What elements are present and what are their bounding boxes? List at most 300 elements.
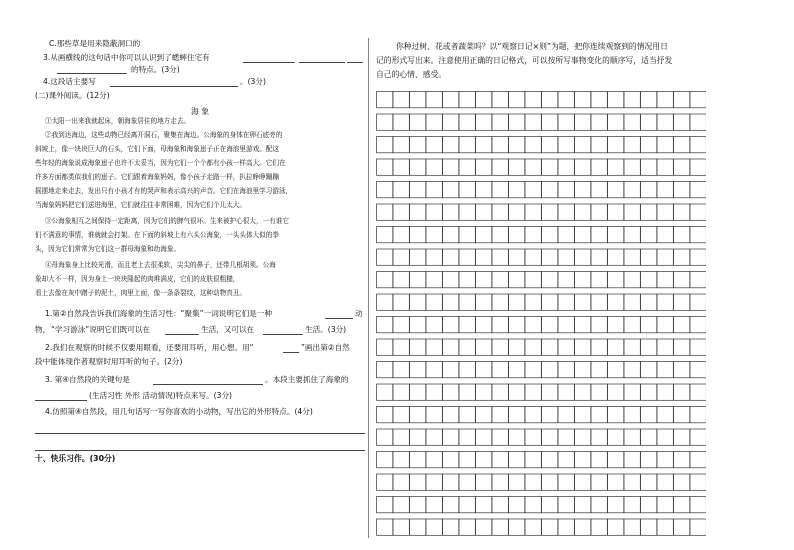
grid-cell[interactable] [492,407,508,423]
grid-cell[interactable] [641,474,657,490]
grid-cell[interactable] [426,429,442,445]
grid-cell[interactable] [525,114,541,130]
grid-cell[interactable] [641,519,657,535]
grid-cell[interactable] [608,452,624,468]
grid-cell[interactable] [492,114,508,130]
grid-cell[interactable] [608,362,624,378]
grid-cell[interactable] [657,429,673,445]
grid-cell[interactable] [476,339,492,355]
grid-cell[interactable] [476,182,492,198]
grid-cell[interactable] [657,317,673,333]
grid-cell[interactable] [476,249,492,265]
grid-cell[interactable] [591,407,607,423]
grid-cell[interactable] [509,227,525,243]
grid-cell[interactable] [492,272,508,288]
grid-cell[interactable] [377,272,393,288]
grid-cell[interactable] [624,384,640,400]
grid-cell[interactable] [377,182,393,198]
grid-cell[interactable] [657,204,673,220]
grid-cell[interactable] [641,362,657,378]
grid-cell[interactable] [657,519,673,535]
grid-cell[interactable] [377,204,393,220]
grid-cell[interactable] [690,407,706,423]
grid-cell[interactable] [393,339,409,355]
grid-cell[interactable] [459,362,475,378]
grid-cell[interactable] [674,92,690,108]
grid-cell[interactable] [410,204,426,220]
grid-cell[interactable] [525,137,541,153]
grid-cell[interactable] [492,362,508,378]
grid-cell[interactable] [657,159,673,175]
grid-cell[interactable] [657,182,673,198]
grid-cell[interactable] [492,317,508,333]
grid-cell[interactable] [674,182,690,198]
grid-cell[interactable] [608,317,624,333]
grid-cell[interactable] [509,474,525,490]
answer-blank[interactable] [347,62,363,63]
grid-cell[interactable] [591,294,607,310]
grid-cell[interactable] [624,474,640,490]
grid-cell[interactable] [426,249,442,265]
grid-cell[interactable] [426,317,442,333]
grid-cell[interactable] [410,362,426,378]
grid-cell[interactable] [624,317,640,333]
grid-cell[interactable] [377,339,393,355]
grid-cell[interactable] [624,204,640,220]
grid-cell[interactable] [624,294,640,310]
grid-cell[interactable] [443,114,459,130]
grid-cell[interactable] [575,474,591,490]
grid-cell[interactable] [393,407,409,423]
grid-cell[interactable] [690,474,706,490]
grid-cell[interactable] [657,452,673,468]
grid-cell[interactable] [459,519,475,535]
grid-cell[interactable] [377,137,393,153]
grid-cell[interactable] [443,294,459,310]
grid-cell[interactable] [542,474,558,490]
grid-cell[interactable] [542,249,558,265]
grid-cell[interactable] [426,294,442,310]
grid-cell[interactable] [558,114,574,130]
grid-cell[interactable] [476,429,492,445]
grid-cell[interactable] [558,137,574,153]
grid-cell[interactable] [393,429,409,445]
grid-cell[interactable] [690,497,706,513]
answer-line[interactable] [35,450,365,451]
grid-cell[interactable] [674,272,690,288]
grid-cell[interactable] [443,227,459,243]
grid-cell[interactable] [558,249,574,265]
grid-cell[interactable] [558,272,574,288]
grid-cell[interactable] [624,429,640,445]
grid-cell[interactable] [426,227,442,243]
grid-cell[interactable] [443,362,459,378]
grid-cell[interactable] [674,249,690,265]
grid-cell[interactable] [377,294,393,310]
grid-cell[interactable] [410,474,426,490]
grid-cell[interactable] [459,474,475,490]
grid-cell[interactable] [608,204,624,220]
grid-cell[interactable] [624,137,640,153]
grid-cell[interactable] [443,452,459,468]
grid-cell[interactable] [377,452,393,468]
grid-cell[interactable] [525,92,541,108]
grid-cell[interactable] [509,497,525,513]
grid-cell[interactable] [591,339,607,355]
grid-cell[interactable] [410,384,426,400]
grid-cell[interactable] [690,294,706,310]
grid-cell[interactable] [624,272,640,288]
grid-cell[interactable] [492,294,508,310]
grid-cell[interactable] [410,497,426,513]
grid-cell[interactable] [624,407,640,423]
answer-blank[interactable] [283,352,299,353]
grid-cell[interactable] [657,339,673,355]
grid-cell[interactable] [575,92,591,108]
grid-cell[interactable] [641,407,657,423]
grid-cell[interactable] [674,159,690,175]
grid-cell[interactable] [591,429,607,445]
answer-blank[interactable] [165,334,199,335]
grid-cell[interactable] [575,317,591,333]
grid-cell[interactable] [641,429,657,445]
answer-blank[interactable] [325,318,353,319]
grid-cell[interactable] [509,407,525,423]
grid-cell[interactable] [492,497,508,513]
grid-cell[interactable] [393,227,409,243]
grid-cell[interactable] [476,497,492,513]
grid-cell[interactable] [426,204,442,220]
grid-cell[interactable] [575,182,591,198]
grid-cell[interactable] [542,204,558,220]
grid-cell[interactable] [459,317,475,333]
grid-cell[interactable] [575,137,591,153]
grid-cell[interactable] [591,137,607,153]
grid-cell[interactable] [377,92,393,108]
grid-cell[interactable] [459,227,475,243]
grid-cell[interactable] [377,519,393,535]
grid-cell[interactable] [624,159,640,175]
grid-cell[interactable] [674,294,690,310]
grid-cell[interactable] [476,474,492,490]
grid-cell[interactable] [608,272,624,288]
grid-cell[interactable] [492,474,508,490]
grid-cell[interactable] [674,384,690,400]
grid-cell[interactable] [525,429,541,445]
grid-cell[interactable] [426,272,442,288]
grid-cell[interactable] [608,227,624,243]
grid-cell[interactable] [459,92,475,108]
grid-cell[interactable] [690,249,706,265]
grid-cell[interactable] [426,182,442,198]
grid-cell[interactable] [575,384,591,400]
grid-cell[interactable] [575,227,591,243]
grid-cell[interactable] [641,294,657,310]
grid-cell[interactable] [558,362,574,378]
grid-cell[interactable] [575,362,591,378]
grid-cell[interactable] [476,362,492,378]
grid-cell[interactable] [393,204,409,220]
grid-cell[interactable] [509,182,525,198]
grid-cell[interactable] [443,519,459,535]
grid-cell[interactable] [624,114,640,130]
grid-cell[interactable] [624,497,640,513]
grid-cell[interactable] [393,182,409,198]
grid-cell[interactable] [690,452,706,468]
grid-cell[interactable] [410,114,426,130]
grid-cell[interactable] [377,317,393,333]
grid-cell[interactable] [591,114,607,130]
grid-cell[interactable] [443,474,459,490]
grid-cell[interactable] [525,317,541,333]
answer-line[interactable] [35,433,365,434]
grid-cell[interactable] [426,362,442,378]
grid-cell[interactable] [443,384,459,400]
grid-cell[interactable] [393,294,409,310]
grid-cell[interactable] [393,497,409,513]
grid-cell[interactable] [509,519,525,535]
grid-cell[interactable] [459,339,475,355]
grid-cell[interactable] [575,452,591,468]
grid-cell[interactable] [575,114,591,130]
grid-cell[interactable] [492,137,508,153]
grid-cell[interactable] [608,474,624,490]
grid-cell[interactable] [591,519,607,535]
grid-cell[interactable] [525,159,541,175]
grid-cell[interactable] [443,249,459,265]
grid-cell[interactable] [410,429,426,445]
grid-cell[interactable] [476,384,492,400]
grid-cell[interactable] [608,92,624,108]
grid-cell[interactable] [443,204,459,220]
grid-cell[interactable] [377,474,393,490]
grid-cell[interactable] [426,497,442,513]
grid-cell[interactable] [459,137,475,153]
grid-cell[interactable] [509,204,525,220]
grid-cell[interactable] [509,92,525,108]
grid-cell[interactable] [459,407,475,423]
grid-cell[interactable] [608,137,624,153]
grid-cell[interactable] [393,92,409,108]
grid-cell[interactable] [641,92,657,108]
grid-cell[interactable] [443,497,459,513]
grid-cell[interactable] [459,182,475,198]
grid-cell[interactable] [542,227,558,243]
grid-cell[interactable] [674,227,690,243]
grid-cell[interactable] [641,227,657,243]
grid-cell[interactable] [426,474,442,490]
grid-cell[interactable] [410,339,426,355]
writing-grid-svg[interactable] [376,91,706,543]
grid-cell[interactable] [509,159,525,175]
grid-cell[interactable] [476,92,492,108]
grid-cell[interactable] [377,227,393,243]
grid-cell[interactable] [476,204,492,220]
grid-cell[interactable] [674,114,690,130]
grid-cell[interactable] [410,407,426,423]
grid-cell[interactable] [624,92,640,108]
grid-cell[interactable] [690,227,706,243]
grid-cell[interactable] [690,159,706,175]
grid-cell[interactable] [525,384,541,400]
grid-cell[interactable] [608,384,624,400]
grid-cell[interactable] [690,204,706,220]
grid-cell[interactable] [591,317,607,333]
grid-cell[interactable] [426,384,442,400]
grid-cell[interactable] [443,407,459,423]
grid-cell[interactable] [459,249,475,265]
grid-cell[interactable] [377,249,393,265]
grid-cell[interactable] [525,204,541,220]
grid-cell[interactable] [657,384,673,400]
grid-cell[interactable] [608,294,624,310]
grid-cell[interactable] [558,497,574,513]
grid-cell[interactable] [608,519,624,535]
grid-cell[interactable] [476,159,492,175]
grid-cell[interactable] [459,272,475,288]
grid-cell[interactable] [558,159,574,175]
grid-cell[interactable] [542,497,558,513]
grid-cell[interactable] [476,317,492,333]
grid-cell[interactable] [492,519,508,535]
grid-cell[interactable] [476,272,492,288]
grid-cell[interactable] [525,452,541,468]
grid-cell[interactable] [674,474,690,490]
grid-cell[interactable] [393,362,409,378]
grid-cell[interactable] [624,519,640,535]
grid-cell[interactable] [393,452,409,468]
grid-cell[interactable] [690,519,706,535]
grid-cell[interactable] [591,92,607,108]
grid-cell[interactable] [674,429,690,445]
answer-blank[interactable] [153,384,263,385]
grid-cell[interactable] [657,227,673,243]
grid-cell[interactable] [608,182,624,198]
grid-cell[interactable] [657,249,673,265]
grid-cell[interactable] [393,384,409,400]
grid-cell[interactable] [542,429,558,445]
grid-cell[interactable] [674,497,690,513]
grid-cell[interactable] [459,429,475,445]
grid-cell[interactable] [674,452,690,468]
grid-cell[interactable] [608,339,624,355]
grid-cell[interactable] [509,294,525,310]
grid-cell[interactable] [674,317,690,333]
grid-cell[interactable] [459,114,475,130]
grid-cell[interactable] [492,452,508,468]
grid-cell[interactable] [558,227,574,243]
grid-cell[interactable] [575,339,591,355]
grid-cell[interactable] [558,452,574,468]
grid-cell[interactable] [426,452,442,468]
grid-cell[interactable] [476,452,492,468]
grid-cell[interactable] [492,249,508,265]
grid-cell[interactable] [657,137,673,153]
answer-blank[interactable] [299,62,345,63]
grid-cell[interactable] [443,272,459,288]
grid-cell[interactable] [426,114,442,130]
grid-cell[interactable] [591,272,607,288]
grid-cell[interactable] [591,474,607,490]
grid-cell[interactable] [377,497,393,513]
grid-cell[interactable] [542,92,558,108]
grid-cell[interactable] [492,159,508,175]
grid-cell[interactable] [690,92,706,108]
grid-cell[interactable] [591,159,607,175]
grid-cell[interactable] [393,317,409,333]
grid-cell[interactable] [542,272,558,288]
grid-cell[interactable] [459,294,475,310]
grid-cell[interactable] [575,294,591,310]
grid-cell[interactable] [608,429,624,445]
grid-cell[interactable] [641,317,657,333]
grid-cell[interactable] [674,137,690,153]
grid-cell[interactable] [674,407,690,423]
grid-cell[interactable] [608,407,624,423]
grid-cell[interactable] [492,182,508,198]
grid-cell[interactable] [426,339,442,355]
grid-cell[interactable] [558,384,574,400]
grid-cell[interactable] [624,362,640,378]
grid-cell[interactable] [377,114,393,130]
grid-cell[interactable] [591,204,607,220]
grid-cell[interactable] [377,159,393,175]
grid-cell[interactable] [641,452,657,468]
grid-cell[interactable] [476,407,492,423]
grid-cell[interactable] [542,452,558,468]
grid-cell[interactable] [459,384,475,400]
grid-cell[interactable] [443,339,459,355]
grid-cell[interactable] [410,159,426,175]
grid-cell[interactable] [509,137,525,153]
grid-cell[interactable] [558,474,574,490]
grid-cell[interactable] [509,339,525,355]
grid-cell[interactable] [426,137,442,153]
grid-cell[interactable] [509,249,525,265]
grid-cell[interactable] [525,407,541,423]
grid-cell[interactable] [542,159,558,175]
grid-cell[interactable] [542,137,558,153]
grid-cell[interactable] [492,92,508,108]
grid-cell[interactable] [492,204,508,220]
grid-cell[interactable] [591,497,607,513]
grid-cell[interactable] [509,317,525,333]
grid-cell[interactable] [690,182,706,198]
grid-cell[interactable] [690,137,706,153]
grid-cell[interactable] [443,317,459,333]
grid-cell[interactable] [377,429,393,445]
grid-cell[interactable] [641,137,657,153]
grid-cell[interactable] [509,384,525,400]
grid-cell[interactable] [443,92,459,108]
grid-cell[interactable] [393,114,409,130]
grid-cell[interactable] [657,92,673,108]
grid-cell[interactable] [509,272,525,288]
grid-cell[interactable] [509,114,525,130]
answer-blank[interactable] [110,86,238,87]
grid-cell[interactable] [690,272,706,288]
grid-cell[interactable] [624,452,640,468]
grid-cell[interactable] [657,362,673,378]
grid-cell[interactable] [575,249,591,265]
grid-cell[interactable] [426,92,442,108]
grid-cell[interactable] [509,452,525,468]
grid-cell[interactable] [542,294,558,310]
grid-cell[interactable] [410,182,426,198]
grid-cell[interactable] [624,249,640,265]
grid-cell[interactable] [558,317,574,333]
grid-cell[interactable] [492,227,508,243]
